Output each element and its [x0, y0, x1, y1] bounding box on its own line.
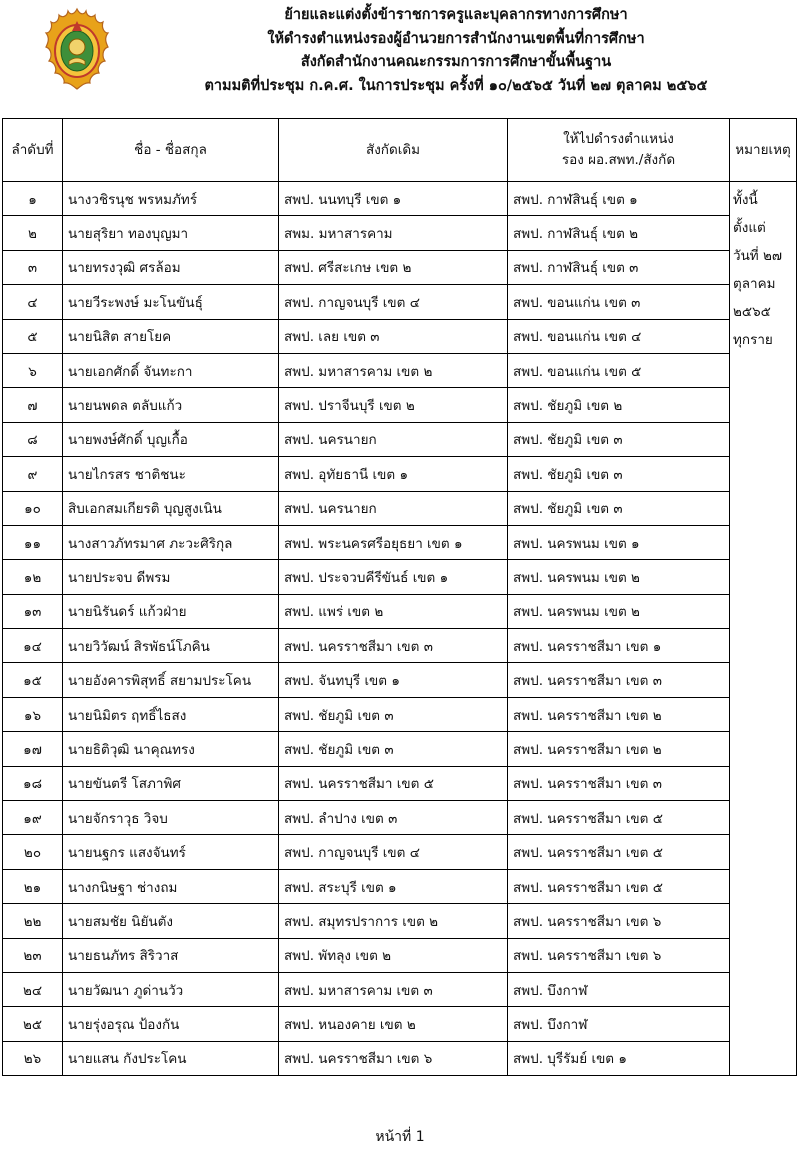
row-number: ๓ [3, 250, 63, 284]
row-name: นายนิสิต สายโยค [63, 319, 279, 353]
row-original-unit: สพป. นครราชสีมา เขต ๓ [279, 629, 508, 663]
row-name: นายสมชัย นิยันตัง [63, 904, 279, 938]
row-number: ๙ [3, 457, 63, 491]
row-name: นายนพดล ตลับแก้ว [63, 388, 279, 422]
row-number: ๒๒ [3, 904, 63, 938]
row-number: ๑๒ [3, 560, 63, 594]
table-row [3, 250, 797, 284]
row-note [730, 182, 797, 1076]
table-row [3, 697, 797, 731]
row-new-position: สพป. กาฬสินธุ์ เขต ๓ [508, 250, 730, 284]
table-row [3, 1041, 797, 1075]
title-line-2: ให้ดำรงตำแหน่งรองผู้อำนวยการสำนักงานเขตพื้นที่การศึกษา [267, 30, 645, 47]
row-number: ๑ [3, 182, 63, 216]
row-new-position: สพป. นครพนม เขต ๑ [508, 525, 730, 559]
table-row [3, 869, 797, 903]
note-line: ทุกราย [733, 332, 773, 348]
row-new-position: สพป. กาฬสินธุ์ เขต ๒ [508, 216, 730, 250]
header-to [508, 119, 730, 182]
row-original-unit: สพป. พระนครศรีอยุธยา เขต ๑ [279, 525, 508, 559]
row-new-position: สพป. นครพนม เขต ๒ [508, 560, 730, 594]
row-number: ๑๔ [3, 629, 63, 663]
row-new-position: สพป. นครราชสีมา เขต ๒ [508, 732, 730, 766]
row-name: นายประจบ ดีพรม [63, 560, 279, 594]
row-number: ๑๗ [3, 732, 63, 766]
row-name: นายธนภัทร สิริวาส [63, 938, 279, 972]
row-name: นางสาวภัทรมาศ ภะวะศิริกุล [63, 525, 279, 559]
row-original-unit: สพป. จันทบุรี เขต ๑ [279, 663, 508, 697]
table-row [3, 388, 797, 422]
title-line-4: ตามมติที่ประชุม ก.ค.ศ. ในการประชุม ครั้งที่ ๑๐/๒๕๖๕ วันที่ ๒๗ ตุลาคม ๒๕๖๕ [204, 77, 708, 94]
row-name: นายวีระพงษ์ มะโนขันธุ์ [63, 285, 279, 319]
row-original-unit: สพม. มหาสารคาม [279, 216, 508, 250]
appointment-table [2, 118, 797, 1076]
header-note: หมายเหตุ [730, 119, 797, 182]
table-row [3, 285, 797, 319]
row-number: ๑๖ [3, 697, 63, 731]
row-original-unit: สพป. นนทบุรี เขต ๑ [279, 182, 508, 216]
row-original-unit: สพป. กาญจนบุรี เขต ๔ [279, 835, 508, 869]
row-new-position: สพป. บึงกาฬ [508, 1007, 730, 1041]
row-original-unit: สพป. สมุทรปราการ เขต ๒ [279, 904, 508, 938]
row-name: นางวชิรนุช พรหมภัทร์ [63, 182, 279, 216]
row-original-unit: สพป. เลย เขต ๓ [279, 319, 508, 353]
row-new-position: สพป. ชัยภูมิ เขต ๓ [508, 422, 730, 456]
row-name: นายสุริยา ทองบุญมา [63, 216, 279, 250]
row-name: นายรุ่งอรุณ ป้องกัน [63, 1007, 279, 1041]
row-new-position: สพป. นครราชสีมา เขต ๓ [508, 663, 730, 697]
row-original-unit: สพป. ชัยภูมิ เขต ๓ [279, 732, 508, 766]
note-line: ทั้งนี้ [733, 192, 758, 208]
row-number: ๒๐ [3, 835, 63, 869]
row-number: ๑๕ [3, 663, 63, 697]
row-original-unit: สพป. ปราจีนบุรี เขต ๒ [279, 388, 508, 422]
row-original-unit: สพป. สระบุรี เขต ๑ [279, 869, 508, 903]
row-name: นายเอกศักดิ์ จันทะกา [63, 353, 279, 387]
row-original-unit: สพป. นครนายก [279, 422, 508, 456]
row-number: ๒๓ [3, 938, 63, 972]
row-number: ๘ [3, 422, 63, 456]
header-to-line-2: รอง ผอ.สพท./สังกัด [561, 152, 676, 168]
row-name: นายแสน กังประโคน [63, 1041, 279, 1075]
row-number: ๗ [3, 388, 63, 422]
title-line-3: สังกัดสำนักงานคณะกรรมการการศึกษาขั้นพื้นฐาน [300, 54, 612, 70]
table-row [3, 560, 797, 594]
row-number: ๒๑ [3, 869, 63, 903]
table-header-row [3, 119, 797, 182]
table-row [3, 766, 797, 800]
title-line-1: ย้ายและแต่งตั้งข้าราชการครูและบุคลากรทางการศึกษา [284, 7, 628, 23]
row-number: ๒ [3, 216, 63, 250]
row-name: นายธิติวุฒิ นาคุณทรง [63, 732, 279, 766]
row-new-position: สพป. นครราชสีมา เขต ๖ [508, 938, 730, 972]
document-title [112, 4, 800, 98]
row-number: ๖ [3, 353, 63, 387]
table-row [3, 216, 797, 250]
row-number: ๒๔ [3, 972, 63, 1006]
row-number: ๒๖ [3, 1041, 63, 1075]
header-name: ชื่อ - ชื่อสกุล [63, 119, 279, 182]
row-number: ๑๙ [3, 801, 63, 835]
table-row [3, 904, 797, 938]
row-original-unit: สพป. นครนายก [279, 491, 508, 525]
row-original-unit: สพป. มหาสารคาม เขต ๒ [279, 353, 508, 387]
row-new-position: สพป. ชัยภูมิ เขต ๓ [508, 491, 730, 525]
row-number: ๕ [3, 319, 63, 353]
row-name: นายพงษ์ศักดิ์ บุญเกื้อ [63, 422, 279, 456]
row-original-unit: สพป. มหาสารคาม เขต ๓ [279, 972, 508, 1006]
row-new-position: สพป. นครราชสีมา เขต ๕ [508, 835, 730, 869]
header-from: สังกัดเดิม [279, 119, 508, 182]
row-name: นายอังคารพิสุทธิ์ สยามประโคน [63, 663, 279, 697]
table-row [3, 319, 797, 353]
note-line: ตุลาคม [733, 276, 776, 292]
table-row [3, 457, 797, 491]
document-header [0, 0, 800, 118]
table-row [3, 594, 797, 628]
table-row [3, 422, 797, 456]
row-new-position: สพป. ขอนแก่น เขต ๓ [508, 285, 730, 319]
row-original-unit: สพป. ศรีสะเกษ เขต ๒ [279, 250, 508, 284]
table-row [3, 732, 797, 766]
row-number: ๑๐ [3, 491, 63, 525]
row-new-position: สพป. ขอนแก่น เขต ๕ [508, 353, 730, 387]
row-original-unit: สพป. พัทลุง เขต ๒ [279, 938, 508, 972]
row-name: นายวิวัฒน์ สิรพัธน์โภคิน [63, 629, 279, 663]
row-new-position: สพป. นครพนม เขต ๒ [508, 594, 730, 628]
table-row [3, 491, 797, 525]
note-line: ตั้งแต่ [733, 220, 766, 236]
row-new-position: สพป. นครราชสีมา เขต ๑ [508, 629, 730, 663]
row-new-position: สพป. นครราชสีมา เขต ๕ [508, 869, 730, 903]
row-original-unit: สพป. ประจวบคีรีขันธ์ เขต ๑ [279, 560, 508, 594]
row-name: นางกนิษฐา ช่างถม [63, 869, 279, 903]
table-row [3, 801, 797, 835]
row-new-position: สพป. กาฬสินธุ์ เขต ๑ [508, 182, 730, 216]
row-name: นายวัฒนา ภูด่านวัว [63, 972, 279, 1006]
row-original-unit: สพป. ลำปาง เขต ๓ [279, 801, 508, 835]
row-name: สิบเอกสมเกียรติ บุญสูงเนิน [63, 491, 279, 525]
note-line: วันที่ ๒๗ [733, 248, 783, 264]
row-name: นายนิรันดร์ แก้วฝ่าย [63, 594, 279, 628]
row-original-unit: สพป. นครราชสีมา เขต ๖ [279, 1041, 508, 1075]
row-new-position: สพป. บึงกาฬ [508, 972, 730, 1006]
row-original-unit: สพป. ชัยภูมิ เขต ๓ [279, 697, 508, 731]
row-original-unit: สพป. หนองคาย เขต ๒ [279, 1007, 508, 1041]
table-row [3, 525, 797, 559]
note-line: ๒๕๖๕ [733, 304, 771, 320]
header-no: ลำดับที่ [3, 119, 63, 182]
row-number: ๔ [3, 285, 63, 319]
row-new-position: สพป. ชัยภูมิ เขต ๒ [508, 388, 730, 422]
row-new-position: สพป. นครราชสีมา เขต ๖ [508, 904, 730, 938]
row-name: นายนฐกร แสงจันทร์ [63, 835, 279, 869]
row-new-position: สพป. นครราชสีมา เขต ๒ [508, 697, 730, 731]
row-number: ๑๓ [3, 594, 63, 628]
row-name: นายจักราวุธ วิจบ [63, 801, 279, 835]
page-number: หน้าที่ 1 [375, 1129, 425, 1145]
table-body [3, 182, 797, 1076]
row-original-unit: สพป. กาญจนบุรี เขต ๔ [279, 285, 508, 319]
row-new-position: สพป. นครราชสีมา เขต ๕ [508, 801, 730, 835]
row-original-unit: สพป. นครราชสีมา เขต ๕ [279, 766, 508, 800]
row-original-unit: สพป. แพร่ เขต ๒ [279, 594, 508, 628]
row-number: ๑๑ [3, 525, 63, 559]
row-name: นายไกรสร ชาติชนะ [63, 457, 279, 491]
row-new-position: สพป. นครราชสีมา เขต ๓ [508, 766, 730, 800]
table-row [3, 353, 797, 387]
row-original-unit: สพป. อุทัยธานี เขต ๑ [279, 457, 508, 491]
row-new-position: สพป. บุรีรัมย์ เขต ๑ [508, 1041, 730, 1075]
row-name: นายทรงวุฒิ ศรล้อม [63, 250, 279, 284]
row-new-position: สพป. ชัยภูมิ เขต ๓ [508, 457, 730, 491]
row-new-position: สพป. ขอนแก่น เขต ๔ [508, 319, 730, 353]
table-row [3, 835, 797, 869]
obec-emblem-icon [44, 7, 110, 91]
row-name: นายนิมิตร ฤทธิ์ไธสง [63, 697, 279, 731]
table-row [3, 938, 797, 972]
row-name: นายขันตรี โสภาพิศ [63, 766, 279, 800]
table-row [3, 663, 797, 697]
table-row [3, 972, 797, 1006]
table-row [3, 1007, 797, 1041]
table-row [3, 182, 797, 216]
row-number: ๑๘ [3, 766, 63, 800]
header-to-line-1: ให้ไปดำรงตำแหน่ง [563, 131, 674, 147]
table-row [3, 629, 797, 663]
row-number: ๒๕ [3, 1007, 63, 1041]
